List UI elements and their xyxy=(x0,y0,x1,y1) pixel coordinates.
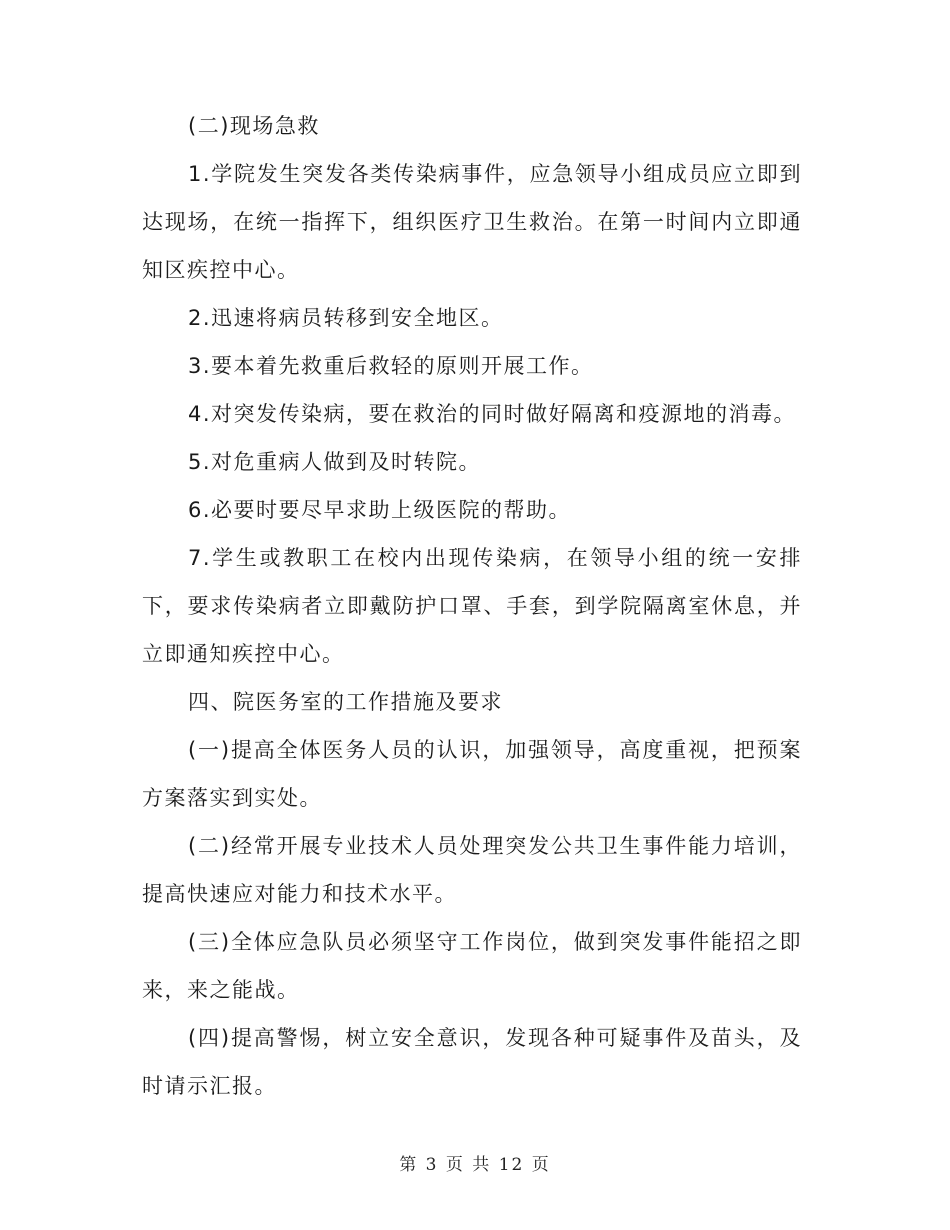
paragraph-item-1: 1.学院发生突发各类传染病事件，应急领导小组成员应立即到达现场，在统一指挥下，组织医疗卫生救治。在第一时间内立即通知区疾控中心。 xyxy=(142,162,802,282)
page-footer xyxy=(0,1150,950,1175)
paragraph-item-4: 4.对突发传染病，要在救治的同时做好隔离和疫源地的消毒。 xyxy=(188,402,797,426)
paragraph-item-7: 7.学生或教职工在校内出现传染病，在领导小组的统一安排下，要求传染病者立即戴防护口罩、手套，到学院隔离室休息，并立即通知疾控中心。 xyxy=(142,546,802,666)
paragraph-item-2: 2.迅速将病员转移到安全地区。 xyxy=(188,306,504,330)
paragraph-measure-4: (四)提高警惕，树立安全意识，发现各种可疑事件及苗头，及时请示汇报。 xyxy=(142,1026,802,1098)
document-body xyxy=(142,102,802,1110)
paragraph-measure-3: (三)全体应急队员必须坚守工作岗位，做到突发事件能招之即来，来之能战。 xyxy=(142,930,802,1002)
paragraph-measure-1: (一)提高全体医务人员的认识，加强领导，高度重视，把预案方案落实到实处。 xyxy=(142,738,802,810)
paragraph-item-6: 6.必要时要尽早求助上级医院的帮助。 xyxy=(188,498,572,522)
page-number-text: 第 3 页 共 12 页 xyxy=(399,1155,551,1175)
paragraph-item-3: 3.要本着先救重后救轻的原则开展工作。 xyxy=(188,354,594,378)
section-heading-measures: 四、院医务室的工作措施及要求 xyxy=(188,690,503,714)
paragraph-measure-2: (二)经常开展专业技术人员处理突发公共卫生事件能力培训，提高快速应对能力和技术水平。 xyxy=(142,834,802,906)
paragraph-item-5: 5.对危重病人做到及时转院。 xyxy=(188,450,482,474)
section-heading-on-site-first-aid: (二)现场急救 xyxy=(188,114,320,138)
